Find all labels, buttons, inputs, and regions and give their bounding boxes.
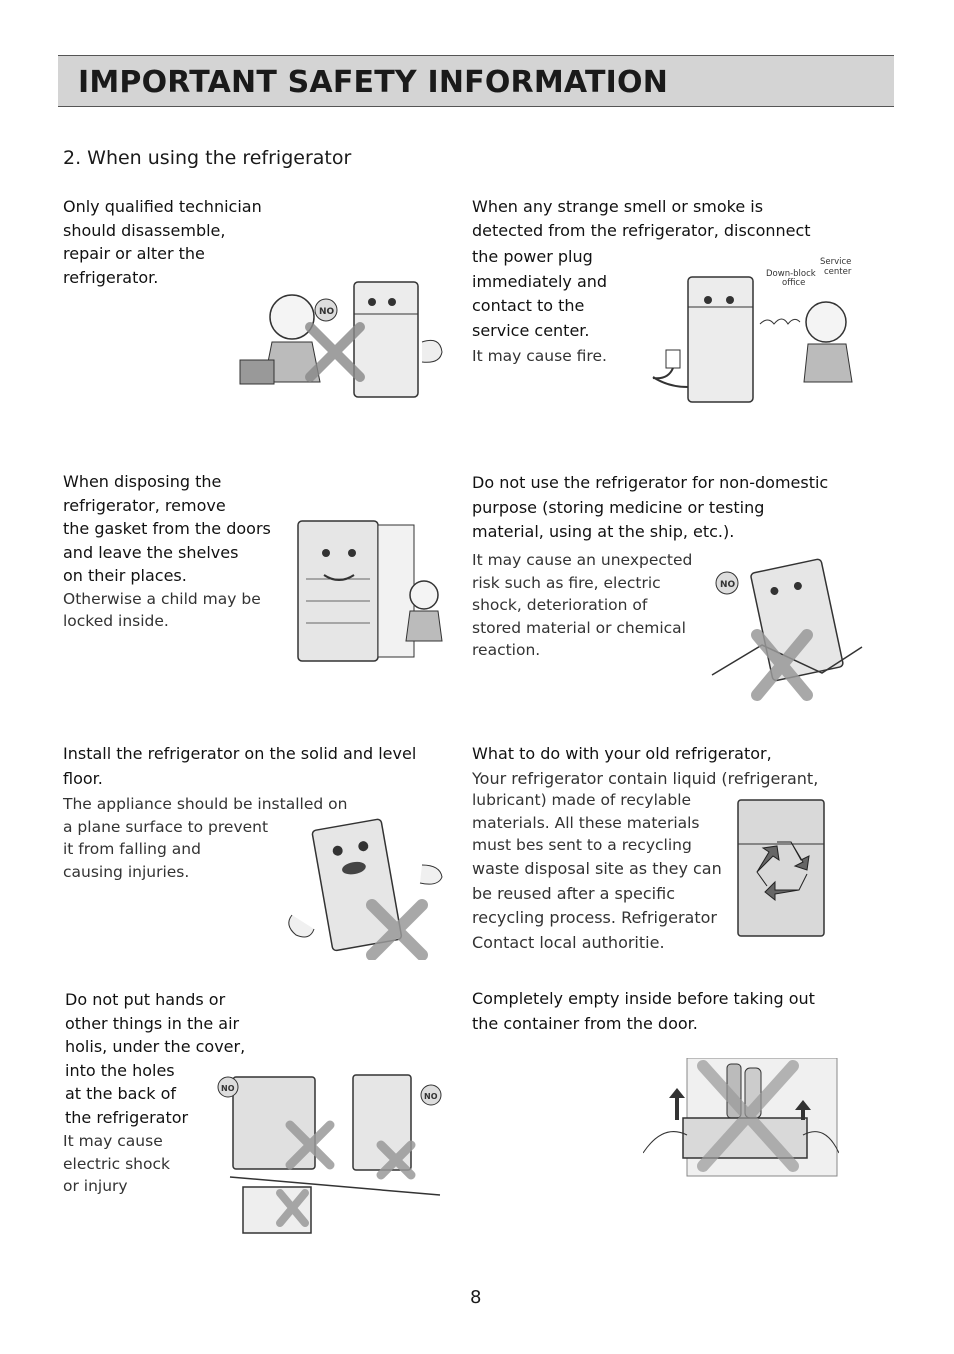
non-domestic-illustration-svg (702, 555, 872, 703)
fridge-eye (704, 296, 712, 304)
fridge-body (298, 521, 378, 661)
girl-body (804, 344, 852, 382)
non-domestic-lead: Do not use the refrigerator for non-domestic purpose (storing medicine or testing material, using at the ship, etc.). (472, 473, 829, 541)
hands-illustration (195, 1065, 457, 1237)
fridge-body (738, 800, 824, 936)
child-head (410, 581, 438, 609)
wall-socket-icon (666, 350, 680, 368)
no-sign-label: NO (720, 580, 736, 590)
lift-arrow-icon (669, 1088, 685, 1120)
technician-illustration-svg (222, 272, 462, 410)
old-fridge-body-2: waste disposal site as they can be reused after a specific recycling process. Refrigerator Contact local authoritie. (472, 859, 722, 952)
cross-mark-icon (310, 327, 360, 377)
non-domestic-illustration (702, 555, 872, 703)
smell-illustration (648, 252, 860, 407)
install-note: The appliance should be installed on a plane surface to prevent it from falling and causing injuries. (63, 795, 348, 881)
recycle-illustration (736, 798, 828, 940)
smell-text-wide: When any strange smell or smoke is detected from the refrigerator, disconnect (472, 197, 811, 240)
recycle-illustration-svg (736, 798, 828, 940)
fridge-hand (422, 340, 442, 362)
fridge-eye (348, 549, 356, 557)
fridge-eye (388, 298, 396, 306)
section-title: 2. When using the refrigerator (63, 147, 352, 169)
fridge-body (688, 277, 753, 402)
toolbox (240, 360, 274, 384)
tilted-fridge (750, 559, 843, 682)
hands-illustration-svg (195, 1065, 457, 1237)
smell-illustration-svg (648, 252, 860, 407)
disposing-illustration (296, 517, 446, 665)
girl-head (806, 302, 846, 342)
girl-head (270, 295, 314, 339)
service-label: Service (820, 257, 852, 267)
disposing-illustration-svg (296, 517, 446, 665)
non-domestic-note: It may cause an unexpected risk such as fire, electric shock, deterioration of stored material or chemical reaction. (472, 551, 693, 659)
page-title: IMPORTANT SAFETY INFORMATION (78, 65, 669, 100)
center-label: center (824, 267, 852, 277)
smell-text-narrow: the power plug immediately and contact to the service center. It may cause fire. (472, 247, 608, 365)
office-label: office (782, 278, 806, 288)
child-body (406, 611, 442, 641)
fridge-eye (726, 296, 734, 304)
no-sign-label: NO (319, 307, 335, 317)
empty-text: Completely empty inside before taking out the container from the door. (472, 989, 815, 1033)
old-fridge-body: lubricant) made of recylable materials. All these materials must bes sent to a recycling (472, 791, 700, 854)
hands-note: It may cause electric shock or injury (63, 1132, 170, 1195)
down-block-label: Down-block (766, 269, 816, 279)
install-lead: Install the refrigerator on the solid and level floor. (63, 744, 417, 788)
fridge-body (750, 559, 843, 682)
old-fridge-text: What to do with your old refrigerator, Your refrigerator contain liquid (refrigerant, (472, 744, 819, 788)
page-number: 8 (470, 1287, 482, 1308)
install-illustration-svg (282, 815, 452, 960)
fridge-hand (289, 915, 314, 937)
empty-illustration-svg (643, 1058, 839, 1178)
power-cord (653, 368, 688, 387)
left-hand (643, 1132, 687, 1153)
fridge-eye (368, 298, 376, 306)
technician-text: Only qualified technician should disassemble, repair or alter the refrigerator. (63, 197, 262, 287)
fridge-hand (420, 865, 442, 884)
fridge-eye (322, 549, 330, 557)
technician-illustration (222, 272, 462, 410)
hands-text: Do not put hands or other things in the air holis, under the cover, into the holes at the back of the refrigerator (65, 990, 246, 1127)
no-sign-label: NO (221, 1084, 235, 1093)
smoke-icon (760, 319, 800, 324)
install-illustration (282, 815, 452, 960)
empty-illustration (643, 1058, 839, 1178)
no-sign-label: NO (424, 1092, 438, 1101)
header-banner (58, 55, 894, 107)
disposing-text: When disposing the refrigerator, remove the gasket from the doors and leave the shelves on their places. Otherwise a child may be locked inside. (63, 472, 271, 630)
